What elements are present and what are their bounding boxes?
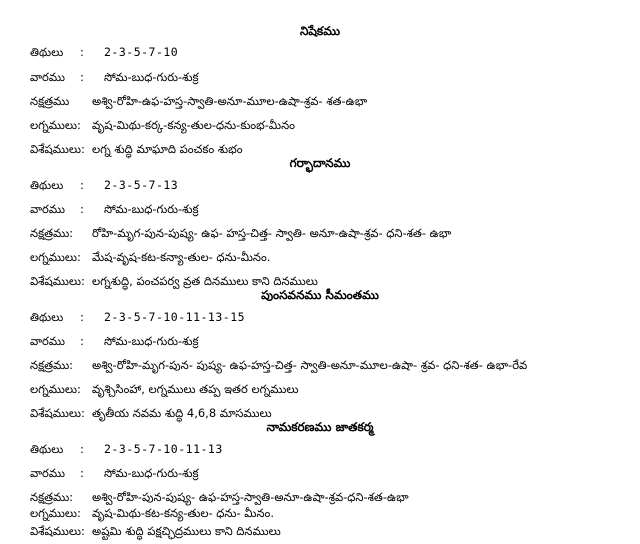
row-value: అశ్వి-రోహి-ఉఫ-హస్త-స్వాతి-అనూ-మూల-ఉషా-శ్రవ- శత-ఉభా <box>92 94 368 108</box>
row-value: సోమ-బుధ-గురు-శుక్ర <box>104 202 199 216</box>
row-value: అశ్వి-రోహి-మృగ-పున- పుష్య- ఉఫ-హస్త-చిత్త- స్వాతి-అనూ-మూల-ఉషా- శ్రవ- ధని-శత- ఉభా-రేవ <box>92 358 528 372</box>
row-label: వారము <box>30 202 66 216</box>
row-value: లగ్నశుద్ధి, పంచపర్వ వ్రత దినములు కాని దినములు <box>92 274 318 288</box>
row-value: సోమ-బుధ-గురు-శుక్ర <box>104 466 199 480</box>
row-value: సోమ-బుధ-గురు-శుక్ర <box>104 70 199 84</box>
row-value: అష్టమి శుద్ధి పక్షచ్ఛిద్రములు కాని దినములు <box>92 524 281 538</box>
row-label: తిథులు <box>30 310 64 324</box>
row-separator: : <box>80 466 84 480</box>
row-value: వృశ్చిసింహా, లగ్నములు తప్ప ఇతర లగ్నములు <box>92 382 299 396</box>
row-separator: : <box>80 45 84 59</box>
row-separator: : <box>80 442 84 456</box>
row-separator: : <box>80 178 84 192</box>
row-value: అశ్వి-రోహి-పున-పుష్య- ఉఫ-హస్త-స్వాతి-అనూ-ఉషా-శ్రవ-ధని-శత-ఉభా <box>92 490 409 504</box>
row-label: వారము <box>30 334 66 348</box>
row-label: లగ్నములు: <box>30 250 81 264</box>
row-label: విశేషములు: <box>30 406 85 420</box>
section-title-pumsavanamu-seemantamu: పుంసవనము సీమంతము <box>261 288 379 302</box>
section-title-nishekamu: నిషేకము <box>299 24 341 38</box>
row-value: సోమ-బుధ-గురు-శుక్ర <box>104 334 199 348</box>
row-label: వారము <box>30 466 66 480</box>
row-label: విశేషములు: <box>30 142 85 156</box>
row-label: విశేషములు: <box>30 524 85 538</box>
row-label: తిథులు <box>30 45 64 59</box>
row-label: లగ్నములు: <box>30 118 81 132</box>
row-label: తిథులు <box>30 442 64 456</box>
row-label: వారము <box>30 70 66 84</box>
row-separator: : <box>80 310 84 324</box>
row-label: విశేషములు: <box>30 274 85 288</box>
row-label: తిథులు <box>30 178 64 192</box>
row-separator: : <box>80 202 84 216</box>
row-value: వృష-మిథు-కట-కన్య-తుల- ధను- మీనం. <box>92 506 275 520</box>
row-value: లగ్న శుద్ధి మాఘాది పంచకం శుభం <box>92 142 243 156</box>
row-label: లగ్నములు: <box>30 506 81 520</box>
section-title-garbhadanamu: గర్భాదానము <box>289 156 351 170</box>
row-label: నక్షత్రము: <box>30 226 74 240</box>
row-label: లగ్నములు: <box>30 382 81 396</box>
row-value: మేష-వృష-కట-కన్యా-తుల- ధను-మీనం. <box>92 250 271 264</box>
row-separator: : <box>80 334 84 348</box>
row-value: 2-3-5-7-13 <box>104 178 179 192</box>
row-label: నక్షత్రము: <box>30 358 74 372</box>
section-title-namakaranamu-jatakarma: నామకరణము జాతకర్మ <box>266 420 374 434</box>
row-value: 2-3-5-7-10 <box>104 45 179 59</box>
row-separator: : <box>80 70 84 84</box>
row-value: తృతీయ నవమ శుద్ధి 4,6,8 మాసములు <box>92 406 272 420</box>
row-label: నక్షత్రము: <box>30 490 74 504</box>
row-value: 2-3-5-7-10-11-13-15 <box>104 310 246 324</box>
row-value: 2-3-5-7-10-11-13 <box>104 442 223 456</box>
row-label: నక్షత్రము <box>30 94 70 108</box>
row-value: రోహి-మృగ-పున-పుష్య- ఉఫ- హస్త-చిత్త- స్వాతి- అనూ-ఉషా-శ్రవ- ధని-శత- ఉభా <box>92 226 452 240</box>
row-value: వృష-మిథు-కర్క-కన్య-తుల-ధను-కుంభ-మీనం <box>92 118 295 132</box>
